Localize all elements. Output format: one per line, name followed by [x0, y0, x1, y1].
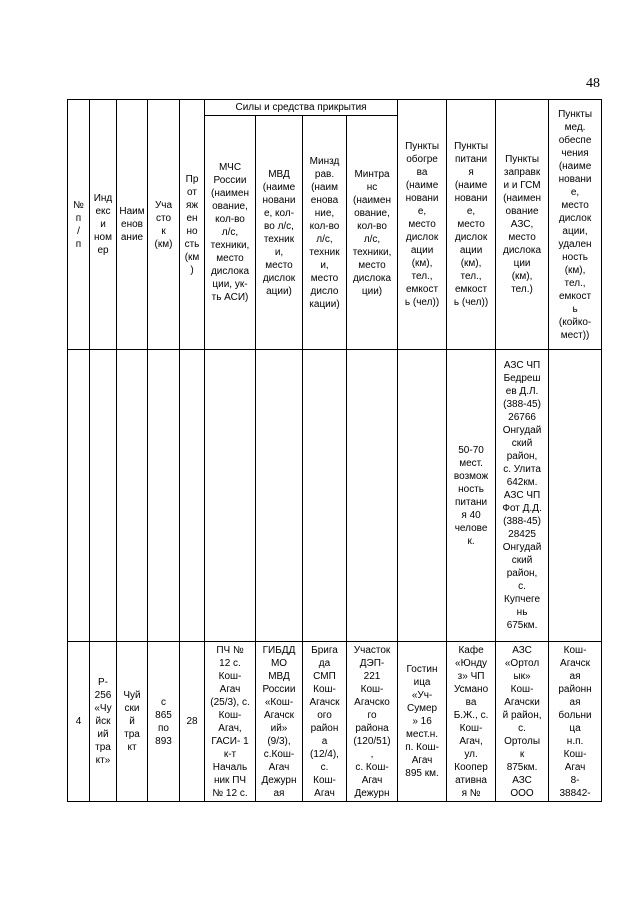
cell-mintrans: Участок ДЭП- 221 Кош- Агачско го района (120/51) , с. Кош- Агач Дежурн [347, 642, 398, 802]
header-length: Пр от яж ен но сть (км ) [180, 100, 205, 350]
cell-name: Чуй ски й тра кт [117, 642, 148, 802]
cell-mvd: ГИБДД МО МВД России «Кош- Агачск ий» (9/3), с.Кош- Агач Дежурн ая [256, 642, 303, 802]
header-mchs: МЧС России (наимен ование, кол-во л/с, техники, место дислока ции, ук- ть АСИ) [205, 116, 256, 350]
cell-num: 4 [68, 642, 90, 802]
header-section: Уча сто к (км) [148, 100, 180, 350]
header-mintrans: Минтра нс (наимен ование, кол-во л/с, техники, место дислока ции) [347, 116, 398, 350]
cont-fuel-cell: АЗС ЧП Бедреш ев Д.Л. (388-45) 26766 Онгудай ский район, с. Улита 642км. АЗС ЧП Фот Д.Д. (388-45) 28425 Онгудай ский район, с. Купчеге нь 675км. [496, 350, 549, 642]
header-row-1 [68, 100, 602, 116]
header-heating: Пункты обогре ва (наиме новани е, место дислок ации (км), тел., емкост ь (чел)) [398, 100, 447, 350]
header-minzdrav: Минзд рав. (наим енова ние, кол-во л/с, техник и, место дисло кации) [303, 116, 347, 350]
cell-heating: Гостин ица «Уч- Сумер » 16 мест.н. п. Кош- Агач 895 км. [398, 642, 447, 802]
table-row [68, 642, 602, 802]
cell-length: 28 [180, 642, 205, 802]
cell-section: с 865 по 893 [148, 642, 180, 802]
header-mvd: МВД (наиме новани е, кол- во л/с, техник и, место дислок ации) [256, 116, 303, 350]
table-row-continuation [68, 350, 602, 642]
page-number: 48 [586, 76, 600, 91]
header-food: Пункты питани я (наиме новани е, место дислок ации (км), тел., емкост ь (чел)) [447, 100, 496, 350]
cell-mchs: ПЧ № 12 с. Кош- Агач (25/3), с. Кош- Агач, ГАСИ- 1 к-т Началь ник ПЧ № 12 с. [205, 642, 256, 802]
cell-medical: Кош- Агачск ая районн ая больни ца н.п. Кош- Агач 8- 38842- [549, 642, 602, 802]
resources-table [67, 99, 602, 802]
header-medical: Пункты мед. обеспе чения (наиме новани е, место дислок ации, удален ность (км), тел., емкост ь (койко- мест)) [549, 100, 602, 350]
cell-minzdrav: Брига да СМП Кош- Агачск ого район а (12/4), с. Кош- Агач [303, 642, 347, 802]
header-name: Наим енов ание [117, 100, 148, 350]
cell-fuel: АЗС «Ортол ык» Кош- Агачски й район, с. Ортолы к 875км. АЗС ООО [496, 642, 549, 802]
cell-food: Кафе «Юнду з» ЧП Усмано ва Б.Ж., с. Кош- Агач, ул. Коопер ативна я № [447, 642, 496, 802]
cell-index: Р- 256 «Чу йск ий тра кт» [90, 642, 117, 802]
header-forces-group: Силы и средства прикрытия [205, 100, 398, 116]
header-index: Инд екс и ном ер [90, 100, 117, 350]
header-num: № п / п [68, 100, 90, 350]
header-fuel: Пункты заправк и и ГСМ (наимен ование АЗС, место дислока ции (км), тел.) [496, 100, 549, 350]
cont-food-cell: 50-70 мест. возмож ность питани я 40 челове к. [447, 350, 496, 642]
